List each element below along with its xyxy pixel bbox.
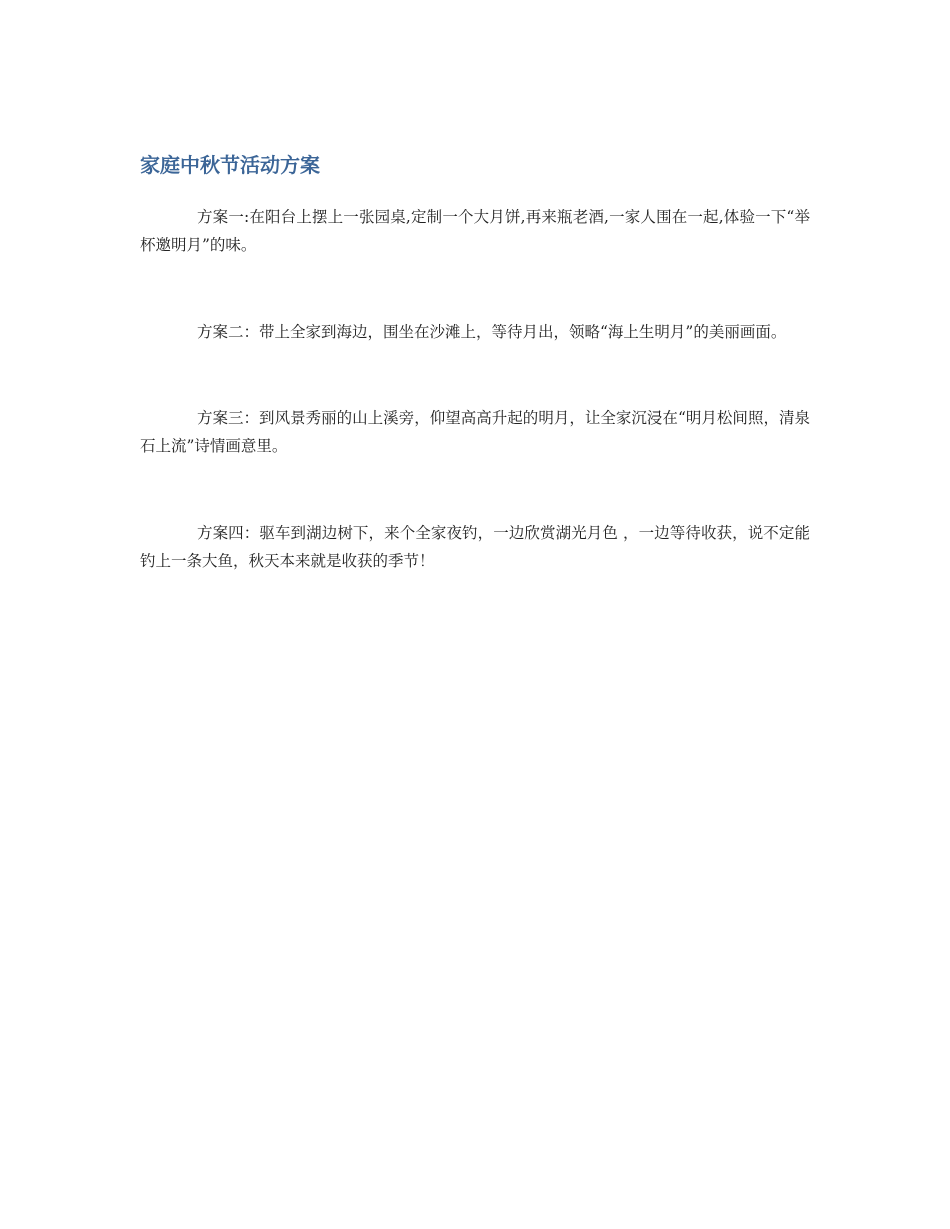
plan-paragraph-2: 方案二：带上全家到海边，围坐在沙滩上，等待月出，领略“海上生明月”的美丽画面。 (197, 323, 787, 341)
document-title: 家庭中秋节活动方案 (140, 153, 320, 177)
plan-paragraph-3: 方案三：到风景秀丽的山上溪旁，仰望高高升起的明月，让全家沉浸在“明月松间照，清泉石上流”诗情画意里。 (140, 409, 810, 455)
plan-paragraph-1: 方案一:在阳台上摆上一张园桌,定制一个大月饼,再来瓶老酒,一家人围在一起,体验一下“举杯邀明月”的味。 (140, 208, 810, 254)
document-body (140, 150, 810, 575)
plan-paragraph-4: 方案四：驱车到湖边树下，来个全家夜钓，一边欣赏湖光月色 ，一边等待收获，说不定能钓上一条大鱼，秋天本来就是收获的季节！ (140, 524, 810, 570)
